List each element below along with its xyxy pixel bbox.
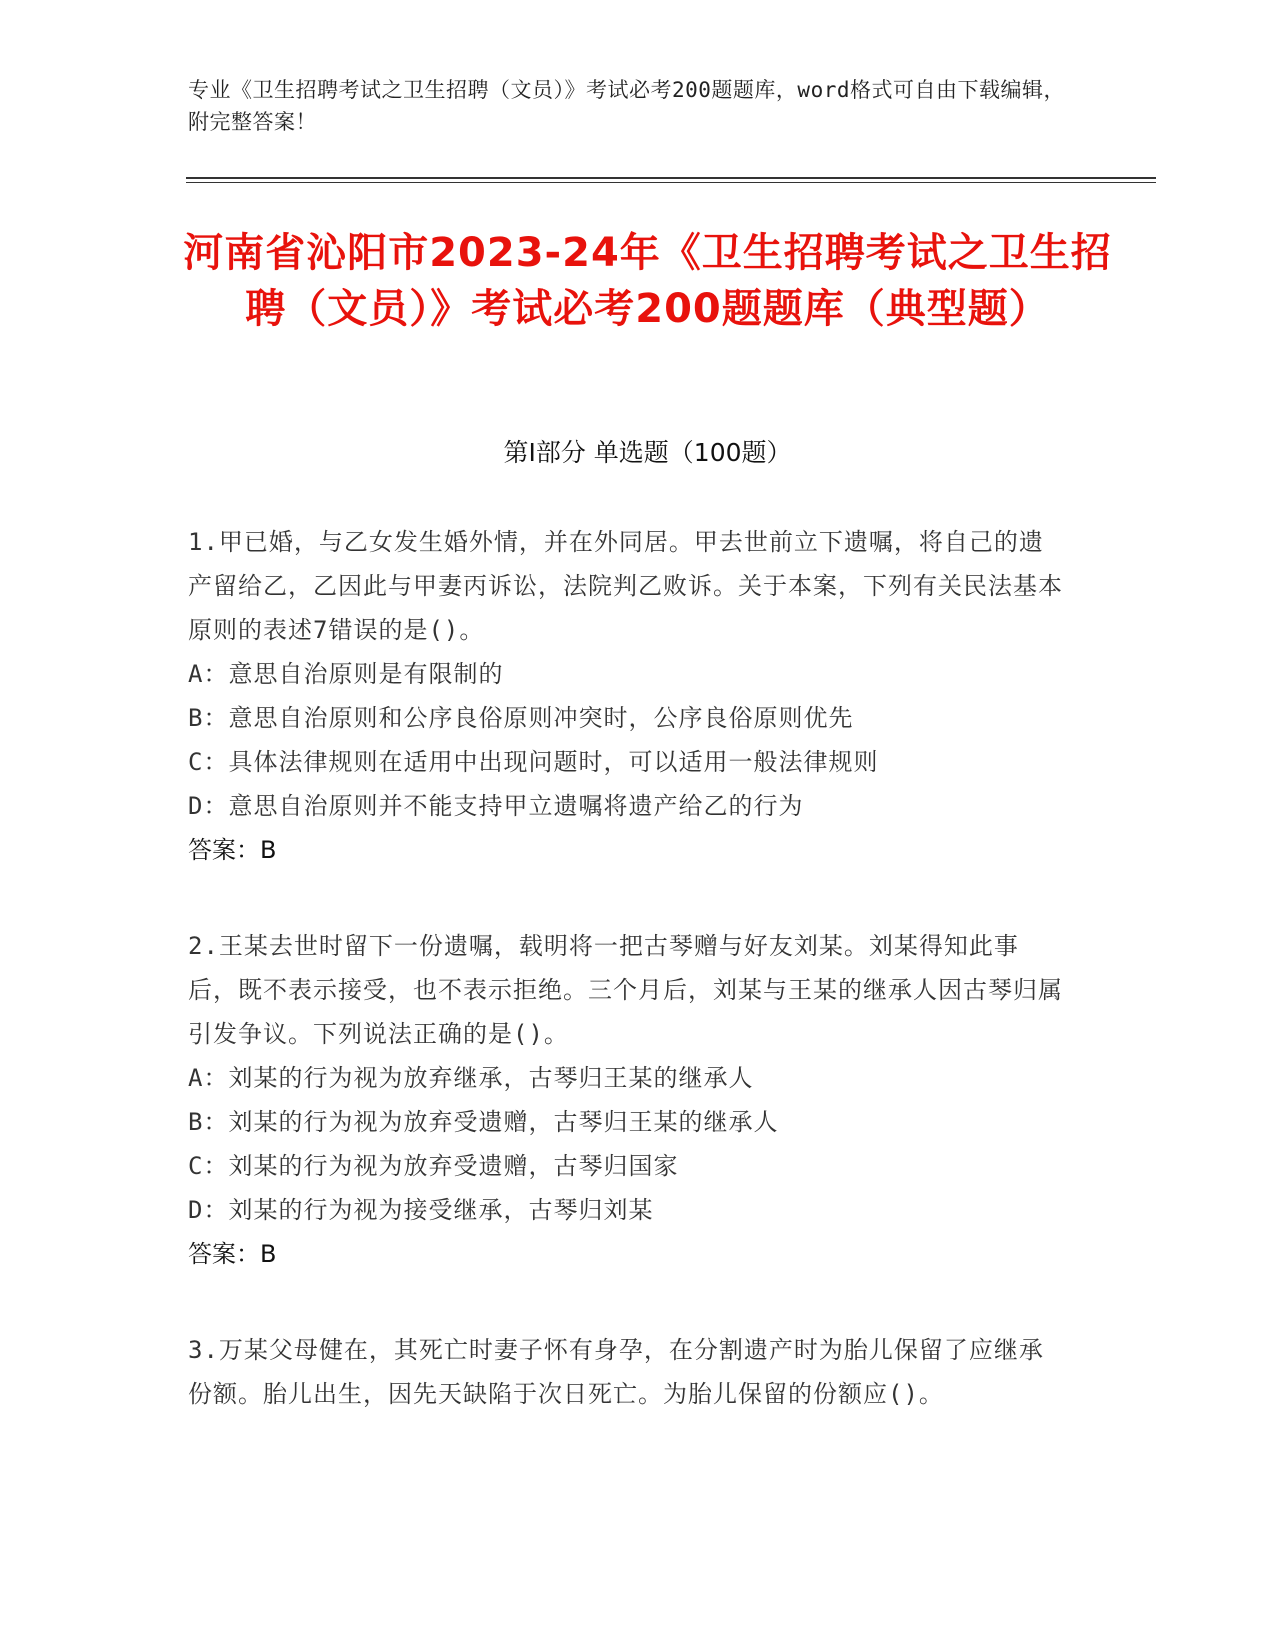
question-2 [188, 924, 1068, 1276]
answer-label: 答案：B [188, 836, 277, 864]
question-stem: 1.甲已婚，与乙女发生婚外情，并在外同居。甲去世前立下遗嘱，将自己的遗产留给乙，乙因此与甲妻丙诉讼，法院判乙败诉。关于本案，下列有关民法基本原则的表述7错误的是()。 [188, 528, 1063, 644]
option-a: A：意思自治原则是有限制的 [188, 660, 504, 688]
header-divider-thick [186, 177, 1156, 179]
option-c: C：具体法律规则在适用中出现问题时，可以适用一般法律规则 [188, 748, 879, 776]
header-divider-thin [186, 182, 1156, 183]
option-d: D：刘某的行为视为接受继承，古琴归刘某 [188, 1196, 654, 1224]
answer-label: 答案：B [188, 1240, 277, 1268]
question-3 [188, 1328, 1068, 1416]
question-1 [188, 520, 1068, 872]
option-b: B：意思自治原则和公序良俗原则冲突时，公序良俗原则优先 [188, 704, 854, 732]
header-note: 专业《卫生招聘考试之卫生招聘（文员）》考试必考200题题库，word格式可自由下载编辑，附完整答案！ [188, 78, 1065, 134]
option-a: A：刘某的行为视为放弃继承，古琴归王某的继承人 [188, 1064, 754, 1092]
document-title: 河南省沁阳市2023-24年《卫生招聘考试之卫生招聘（文员）》考试必考200题题库（典型题） [183, 230, 1112, 332]
option-d: D：意思自治原则并不能支持甲立遗嘱将遗产给乙的行为 [188, 792, 804, 820]
question-stem: 2.王某去世时留下一份遗嘱，载明将一把古琴赠与好友刘某。刘某得知此事后，既不表示接受，也不表示拒绝。三个月后，刘某与王某的继承人因古琴归属引发争议。下列说法正确的是()。 [188, 932, 1063, 1048]
section-heading: 第Ⅰ部分 单选题（100题） [503, 438, 792, 467]
option-b: B：刘某的行为视为放弃受遗赠，古琴归王某的继承人 [188, 1108, 779, 1136]
option-c: C：刘某的行为视为放弃受遗赠，古琴归国家 [188, 1152, 679, 1180]
question-stem: 3.万某父母健在，其死亡时妻子怀有身孕，在分割遗产时为胎儿保留了应继承份额。胎儿出生，因先天缺陷于次日死亡。为胎儿保留的份额应()。 [188, 1336, 1044, 1408]
